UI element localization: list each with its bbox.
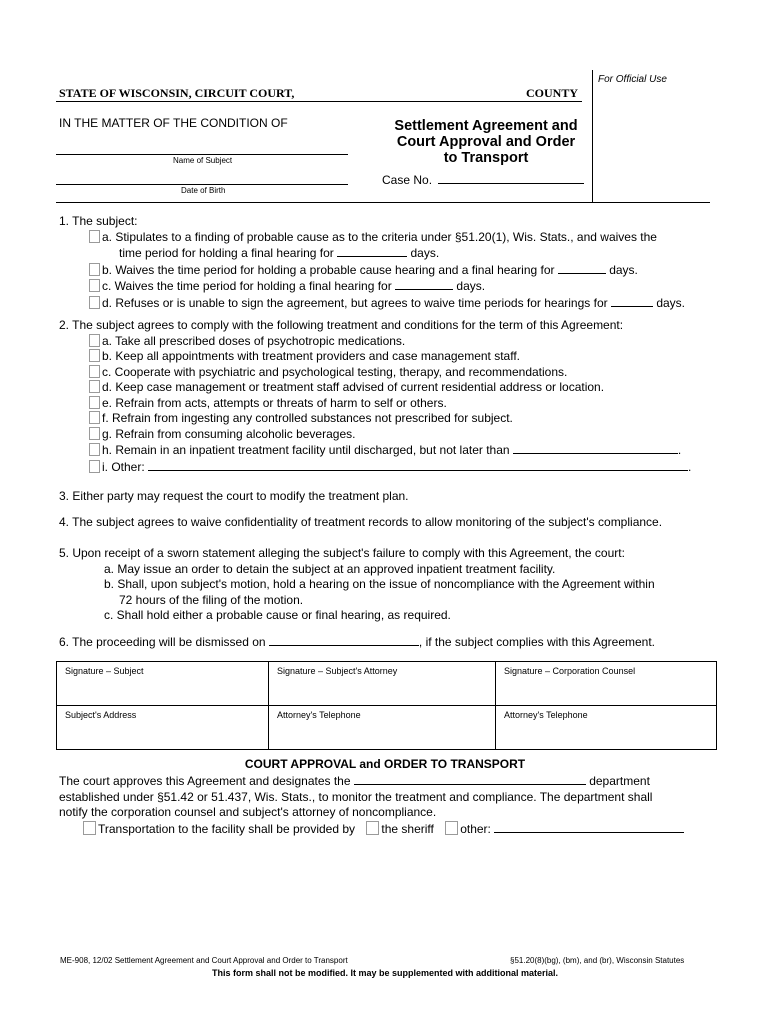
section-5 — [59, 546, 739, 624]
s1d-text: d. Refuses or is unable to sign the agreement, but agrees to waive time periods for hearings for — [102, 295, 608, 310]
sheriff-label: the sheriff — [381, 821, 434, 836]
official-use-box — [592, 70, 593, 202]
attorney-telephone-label: Attorney's Telephone — [277, 710, 361, 720]
title-line-3: to Transport — [443, 150, 529, 166]
s5b-text: b. Shall, upon subject's motion, hold a hearing on the issue of noncompliance with the Agreement within — [104, 577, 655, 591]
s6-text: 6. The proceeding will be dismissed on — [59, 635, 266, 649]
s2c-checkbox[interactable] — [89, 365, 100, 378]
s1a-days-field[interactable] — [337, 245, 407, 257]
statutes-reference: §51.20(8)(bg), (bm), and (br), Wisconsin Statutes — [510, 956, 685, 965]
s1-heading: 1. The subject: — [59, 214, 138, 228]
s1b-text: b. Waives the time period for holding a probable cause hearing and a final hearing for — [102, 262, 555, 277]
s2g-text: g. Refrain from consuming alcoholic beverages. — [102, 426, 356, 441]
transportation-text: Transportation to the facility shall be provided by — [98, 821, 356, 836]
s2e-checkbox[interactable] — [89, 396, 100, 409]
court-header-rule — [56, 101, 582, 102]
sheriff-checkbox[interactable] — [366, 821, 379, 835]
court-approval-body — [59, 773, 739, 837]
date-of-birth-field[interactable] — [56, 184, 348, 185]
court-name: STATE OF WISCONSIN, CIRCUIT COURT, — [59, 86, 295, 100]
s5b-text-2: 72 hours of the filing of the motion. — [119, 592, 304, 607]
case-number-label: Case No. — [382, 173, 433, 187]
s1d-days: days. — [656, 295, 685, 310]
s1b-days-field[interactable] — [558, 262, 606, 274]
subject-name-label: Name of Subject — [173, 156, 233, 165]
s2h-checkbox[interactable] — [89, 443, 100, 456]
approval-line-1: The court approves this Agreement and designates the — [59, 774, 351, 788]
date-of-birth-label: Date of Birth — [181, 186, 226, 195]
subject-signature-label: Signature – Subject — [65, 666, 144, 676]
other-checkbox[interactable] — [445, 821, 458, 835]
dismissal-date-field[interactable] — [269, 634, 419, 646]
signature-table — [56, 661, 717, 750]
subject-signature-cell[interactable] — [57, 662, 269, 706]
s1d-days-field[interactable] — [611, 295, 653, 307]
other-transport-field[interactable] — [494, 821, 684, 833]
counsel-telephone-label: Attorney's Telephone — [504, 710, 588, 720]
s5c-text: c. Shall hold either a probable cause or final hearing, as required. — [104, 608, 451, 622]
s5a-text: a. May issue an order to detain the subject at an approved inpatient treatment facility. — [104, 561, 556, 576]
s2a-checkbox[interactable] — [89, 334, 100, 347]
title-line-1: Settlement Agreement and — [394, 118, 578, 134]
s2c-text: c. Cooperate with psychiatric and psychological testing, therapy, and recommendations. — [102, 364, 568, 379]
s2d-checkbox[interactable] — [89, 380, 100, 393]
case-number — [382, 172, 584, 187]
s2h-period: . — [677, 443, 682, 457]
official-use-label: For Official Use — [598, 74, 667, 85]
form-title — [380, 118, 592, 166]
s2f-checkbox[interactable] — [89, 411, 100, 424]
section-4: 4. The subject agrees to waive confidentiality of treatment records to allow monitoring of the subject's compliance. — [59, 515, 663, 529]
approval-department: department — [589, 774, 650, 788]
s1c-days-field[interactable] — [395, 278, 453, 290]
counsel-signature-label: Signature – Corporation Counsel — [504, 666, 636, 676]
s2i-period: . — [688, 459, 692, 474]
s1a-text-2: time period for holding a final hearing for — [119, 246, 334, 260]
section-1 — [59, 214, 739, 311]
s2i-text: i. Other: — [102, 459, 145, 474]
transportation-checkbox[interactable] — [83, 821, 96, 835]
other-label: other: — [460, 821, 491, 836]
subject-address-cell[interactable] — [57, 706, 269, 750]
s2f-text: f. Refrain from ingesting any controlled substances not prescribed for subject. — [102, 411, 513, 425]
s2-heading: 2. The subject agrees to comply with the following treatment and conditions for the term of this Agreement: — [59, 318, 624, 332]
s1a-text: a. Stipulates to a finding of probable cause as to the criteria under §51.20(1), Wis. Stats., and waives the — [102, 229, 657, 244]
attorney-telephone-cell[interactable] — [269, 706, 496, 750]
section-6 — [59, 634, 655, 651]
s2d-text: d. Keep case management or treatment staff advised of current residential address or location. — [102, 380, 605, 394]
county-label: COUNTY — [526, 86, 579, 100]
s2a-text: a. Take all prescribed doses of psychotropic medications. — [102, 333, 406, 348]
s1d-checkbox[interactable] — [89, 296, 100, 309]
s6-text-2: , if the subject complies with this Agreement. — [418, 635, 656, 649]
counsel-telephone-cell[interactable] — [496, 706, 717, 750]
s1a-checkbox[interactable] — [89, 230, 100, 243]
s1a-days: days. — [410, 246, 440, 260]
section-3: 3. Either party may request the court to modify the treatment plan. — [59, 489, 409, 503]
department-field[interactable] — [354, 773, 586, 785]
approval-line-3: notify the corporation counsel and subject's attorney of noncompliance. — [59, 805, 437, 819]
s2h-text: h. Remain in an inpatient treatment facility until discharged, but not later than — [102, 443, 510, 457]
s2b-checkbox[interactable] — [89, 349, 100, 362]
s5-heading: 5. Upon receipt of a sworn statement alleging the subject's failure to comply with this Agreement, the court: — [59, 546, 625, 560]
s2e-text: e. Refrain from acts, attempts or threats of harm to self or others. — [102, 395, 447, 410]
court-approval-heading: COURT APPROVAL and ORDER TO TRANSPORT — [244, 757, 526, 771]
attorney-signature-cell[interactable] — [269, 662, 496, 706]
header-bottom-rule — [56, 202, 710, 203]
s2i-checkbox[interactable] — [89, 460, 100, 473]
s1c-days: days. — [456, 279, 486, 293]
attorney-signature-label: Signature – Subject's Attorney — [277, 666, 398, 676]
s1b-checkbox[interactable] — [89, 263, 100, 276]
matter-label: IN THE MATTER OF THE CONDITION OF — [59, 116, 288, 130]
s2b-text: b. Keep all appointments with treatment providers and case management staff. — [102, 349, 521, 363]
s1c-checkbox[interactable] — [89, 279, 100, 292]
counsel-signature-cell[interactable] — [496, 662, 717, 706]
s1c-text: c. Waives the time period for holding a final hearing for — [102, 279, 392, 293]
form-id: ME-908, 12/02 Settlement Agreement and Court Approval and Order to Transport — [60, 956, 348, 965]
section-2 — [59, 318, 739, 475]
case-number-field[interactable] — [438, 172, 584, 184]
approval-line-2: established under §51.42 or 51.437, Wis. Stats., to monitor the treatment and compliance. The department shall — [59, 789, 653, 804]
s2g-checkbox[interactable] — [89, 427, 100, 440]
title-line-2: Court Approval and Order — [396, 134, 576, 150]
s1b-days: days. — [609, 262, 638, 277]
subject-address-label: Subject's Address — [65, 710, 137, 720]
form-notice: This form shall not be modified. It may be supplemented with additional material. — [211, 968, 559, 978]
s2h-date-field[interactable] — [513, 442, 678, 454]
subject-name-field[interactable] — [56, 154, 348, 155]
s2i-other-field[interactable] — [148, 459, 688, 471]
